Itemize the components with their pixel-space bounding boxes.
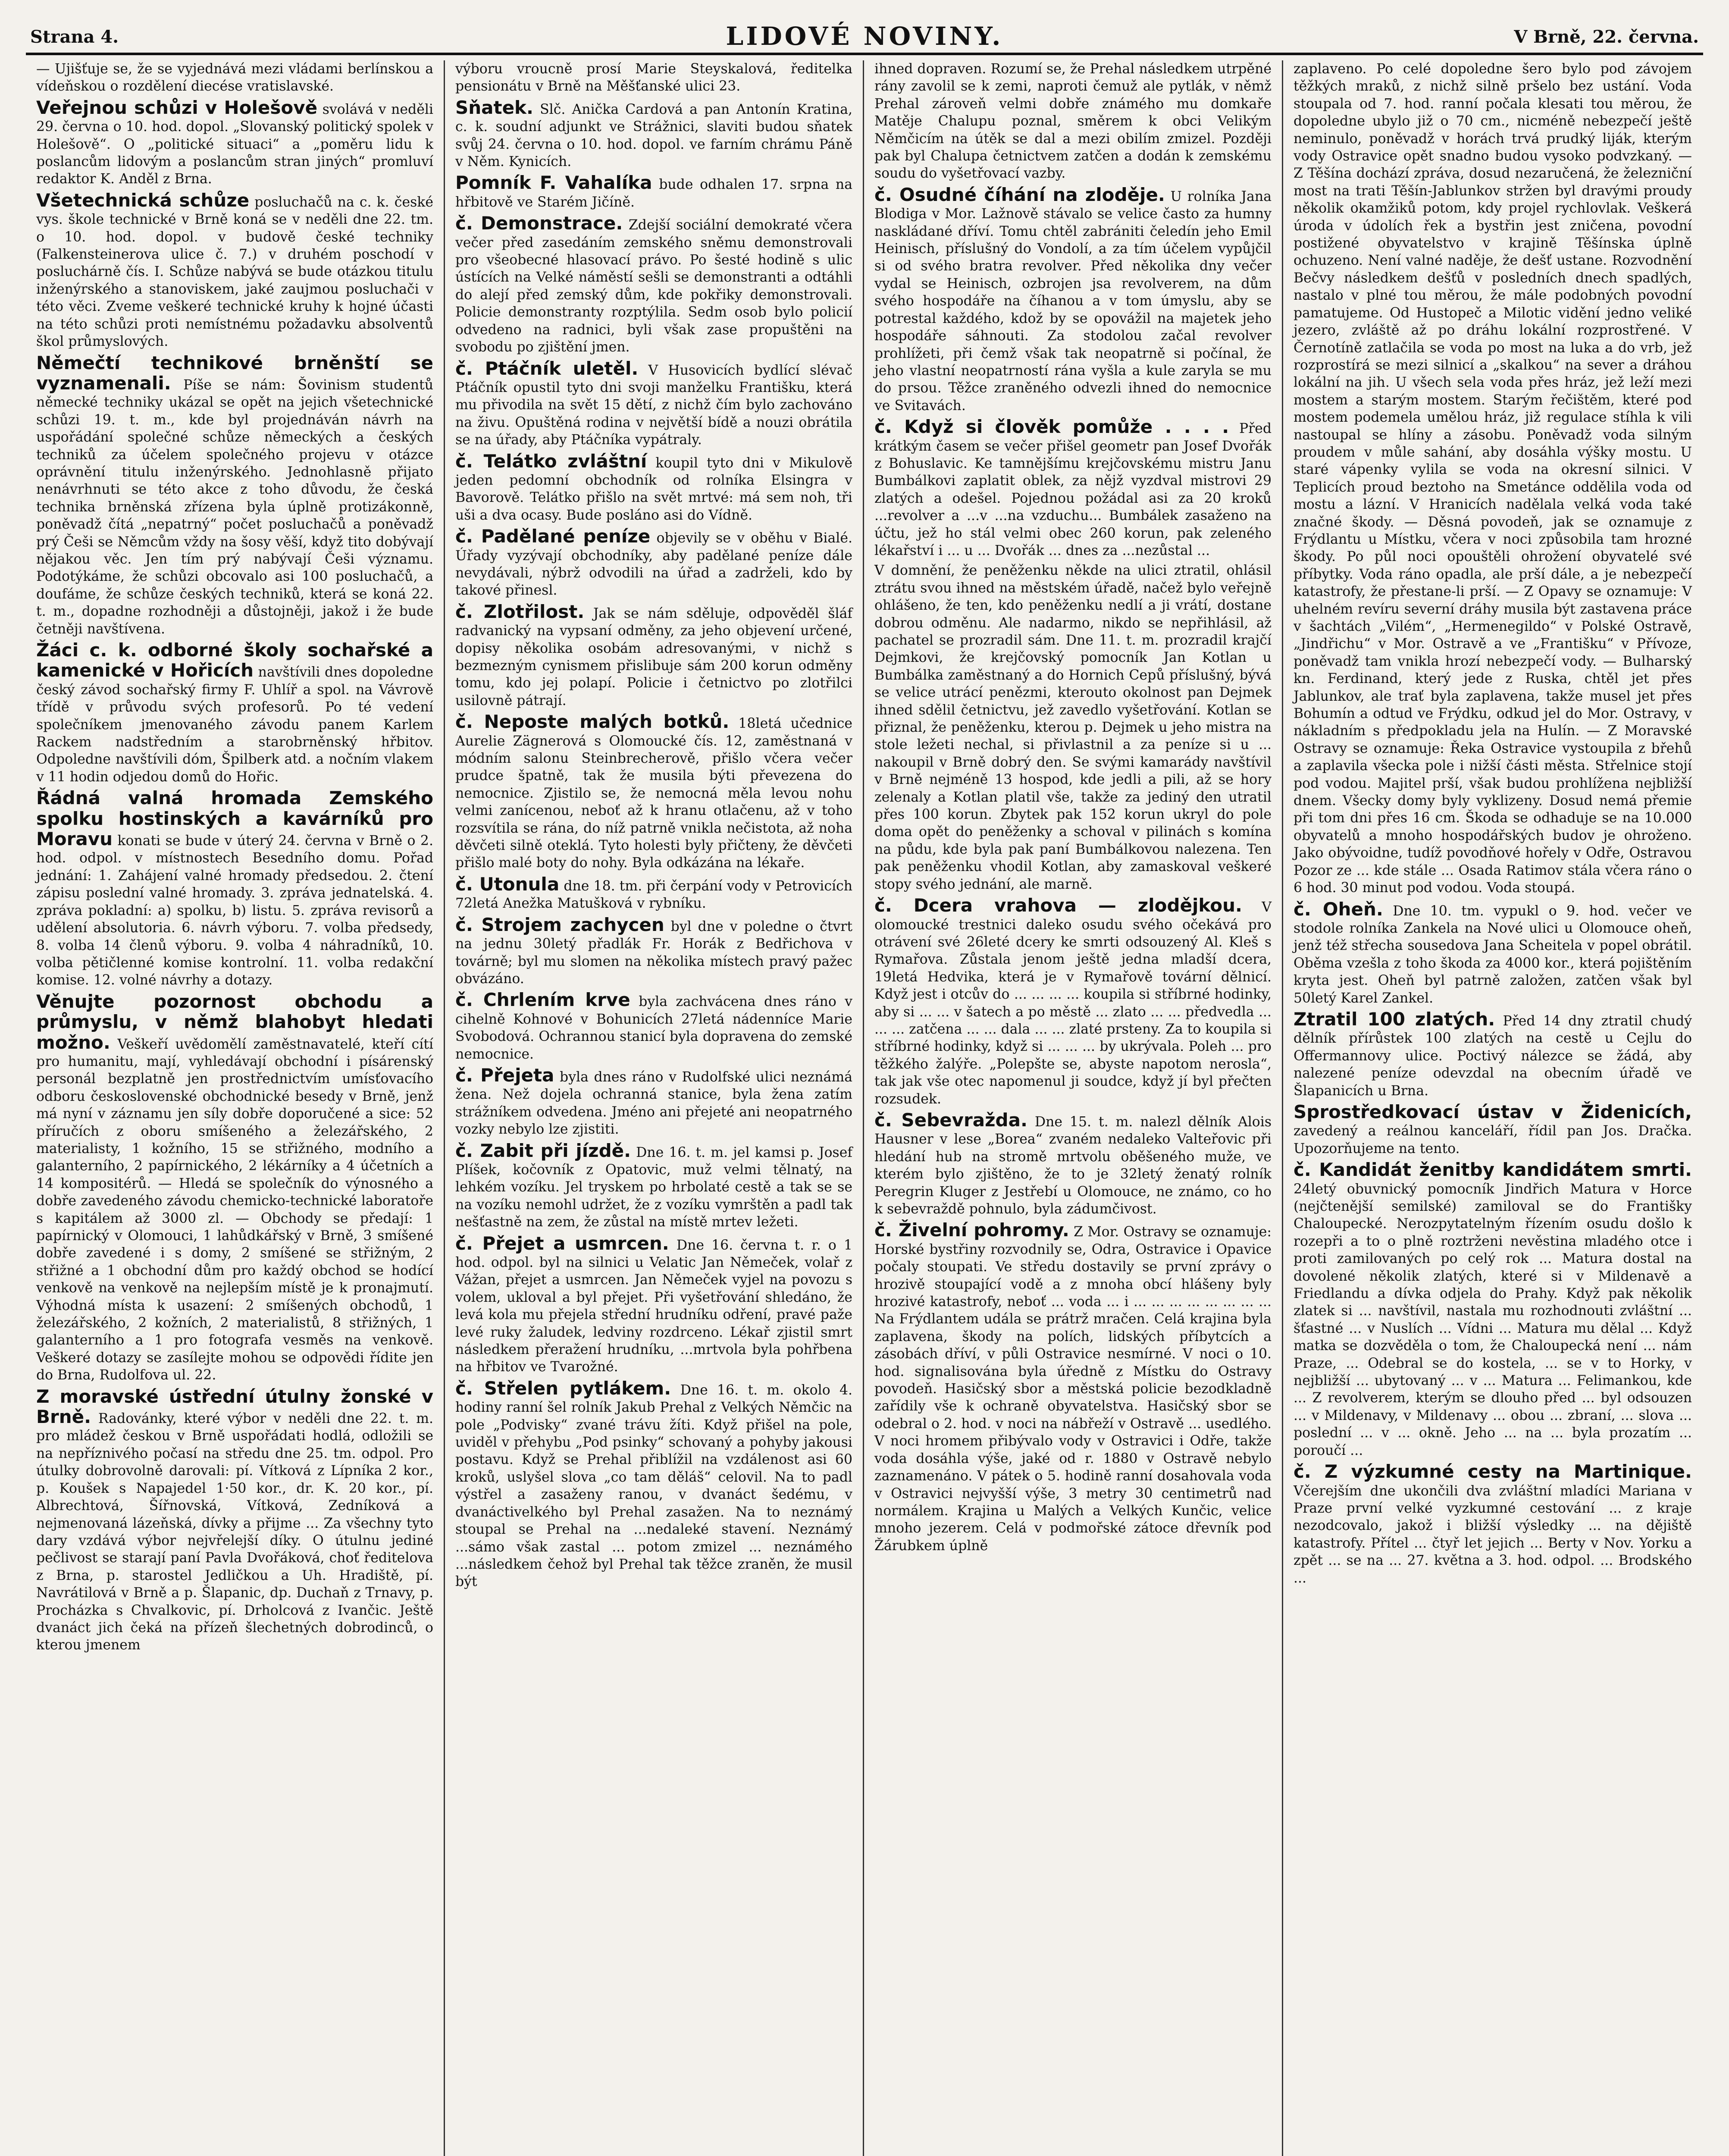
article [1294,899,1692,1007]
article-text: Dne 15. t. m. nalezl dělník Alois Hausner v lese „Borea“ zvaném nedaleko Valteřovic při hledání hub na stromě mrtvolu oběšeného muže, ve kterém bylo zjištěno, že to je 32letý ženatý rolník Peregrin Kluger z Jestřebí u Olomouce, ne známo, co ho k sebevraždě pohnulo, byla zádumčivost. [874,1114,1272,1217]
article-headline: Němečtí technikové brněnští se vyznamenali. [36,352,433,394]
article [455,1141,852,1231]
article [455,359,852,449]
article [874,562,1272,893]
article-headline: Sňatek. [455,97,533,118]
article-text: zaplaveno. Po celé dopoledne šero bylo pod závojem těžkých mraků, z nichž silně pršelo bez ustání. Voda stoupala od 7. hod. ranní počala klesati tou měrou, že dopoledne ubylo již o 70 cm., nicméně nebezpečí ještě neminulo, poněvadž v horách trvá prudký liják, kterým vody Ostravice opět snadno budou vysoko podvzkaný. — Z Těšína dochází zpráva, dosud nezaručená, že železniční most na trati Těšín-Jablunkov stržen byl dravými proudy několik okamžiků potom, kdy projel rychlovlak. Veškerá úroda v údolích řek a bystřin jest zničena, povodní postižené obyvatelstvo v krajině Těšínska úplně ochuzeno. Není valné naděje, že dešť ustane. Rozvodnění Bečvy následkem dešťů v posledních dnech spadlých, nastalo v plné tou měrou, že mále podobných povodní pamatujeme. Od Hustopeč a Milotic vidění jedno veliké jezero, zvláště až po dráhu lokální rozprostřené. V Černotíně zatlačila se voda po most na luka a do vrb, jež rozprostírá se mezi silnicí a „skalkou“ na sever a dráhou lokální na jih. U všech sela voda přes hráz, jež leží mezi mostem a starým mostem. Starým řečištěm, které pod mostem podemela umělou hráz, již regulace stíhla k vili nastoupal se hlíny a zásobu. Poněvadž voda silným proudem v můle sahání, aby dosáhla výšky mostu. U staré vápenky vylila se voda na okresní silnici. V Teplicích proud beztoho na Smetánce oddělila voda od mostu a lázní. V Hranicích nadělala velká voda také značné škody. — Děsná povodeň, jak se oznamuje z Frýdlantu u Místku, včera v noci způsobila tam hrozné škody. Po půl noci opouštěli ohrožení obyvatelé své příbytky. Voda ráno opadla, ale prší dále, a je nebezpečí katastrofy, že přestane-li prší. — Z Opavy se oznamuje: V uhelném revíru severní dráhy musila být zastavena práce v šachtách „Vilém“, „Hermenegildo“ v Polské Ostravě, „Jindřichu“ v Mor. Ostravě a ve „Františku“ v Přívoze, poněvadž tam vnikla hrozí nebezpečí vody. — Bulharský kn. Ferdinand, který jede z Ruska, chtěl jet přes Jablunkov, ale trať byla zaplavena, takže musel jet přes Bohumín a odtud ve Frýdku, odkud jel do Mor. Ostravy, v nákladním s předpokladu jela na Hulín. — Z Moravské Ostravy se oznamuje: Řeka Ostravice vystoupila z břehů a zaplavila všecka pole i nižší části města. Střelnice stojí pod vodou. Majitel prší, však budou prohlížena nejbližší dnem. Všecky domy byly vyklizeny. Dosud nemá přemie při tom dni přes 16 cm. Škoda se odhaduje se na 10.000 obyvatelů a mnoho hospodářských budov je ohroženo. Jako obývoidne, tudíž povodňové hořely v Odře, Ostravou Pozor ze ... kde stále ... Osada Ratimov stála včera ráno o 6 hod. 30 minut pod vodou. Voda stoupá. [1294,61,1692,896]
article-headline: č. Osudné číhání na zloděje. [874,184,1165,205]
article-headline: č. Strojem zachycen [455,914,664,935]
article-text: byla dnes ráno v Rudolfské ulici neznámá žena. Než dojela ochranná stanice, byla žena zatím strážníkem odvedena. Jméno ani přejeté ani neopatrného vozky nebylo lze zjistiti. [455,1069,852,1138]
article-text: svolává v neděli 29. června o 10. hod. dopol. „Slovanský politický spolek v Holešově“. O „politické situaci“ a „poměru lidu k poslancům lidovým a poslancům stran jiných“ promluví redaktor K. Anděl z Brna. [36,101,433,187]
article [455,98,852,171]
article [874,185,1272,414]
article-text: dne 18. tm. při čerpání vody v Petrovicích 72letá Anežka Matušková v rybníku. [455,878,853,912]
article-text: Dne 16. t. m. jel kamsi p. Josef Plíšek, kočovník z Opatovic, muž velmi tělnatý, na lehkém vozíku. Jel tryskem po hrbolaté cestě a tak se se na vozíku nemohl udržet, že z vozíku vymrštěn a padl tak nešťastně na zem, že zůstal na místě mrtev ležeti. [455,1144,853,1230]
article-headline: č. Neposte malých botků. [455,711,730,733]
article-text: koupil tyto dni v Mikulově jeden pedomní obchodník od rolníka Elsingra v Bavorově. Telátko přišlo na svět mrtvé: má sem noh, tři uši a dva ocasy. Bude posláno asi do Vídně. [455,455,852,523]
article [874,1220,1272,1554]
column-3 [864,60,1283,2156]
article-text: V olomoucké trestnici daleko osudu svého očekává pro otrávení své 26leté dcery ke smrti odsouzený Al. Kleš s Rymařova. Zůstala jenom ještě jedna mladší dcera, 19letá Hedvika, která je v Rymařově tovární dělnicí. Když jest i otcův do ... ... ... ... koupila si stříbrné hodinky, aby si ... ... v šatech a po městě ... zlato ... ... předvedla ... ... ... zatčena ... ... dala ... ... zlaté prsteny. Za to koupila si stříbrné hodinky, když si ... ... ... by ukrývala. Poleh ... pro těžkého žalýře. „Polepšte se, abyste napotom nerosla“, tak jak vše otec napomenul ji soudce, když jí byl přečten rozsudek. [874,899,1272,1107]
article [874,60,1272,182]
article-text: Před 14 dny ztratil chudý dělník přírůstek 100 zlatých na cestě u Cejlu do Offermannovy ulice. Poctivý nálezce se žádá, aby nalezené peníze odevzdal na obecním úřadě ve Šlapanicích u Brna. [1294,1013,1692,1099]
article [455,526,852,599]
article-text: Dne 10. tm. vypukl o 9. hod. večer ve stodole rolníka Zankela na Nové ulici u Olomouce oheň, jenž též střecha sousedova Jana Scheitela v popel obrátil. Oběma vzešla z toho škoda za 4000 kor., která pojištěním kryta jest. Oheň byl patrně založen, zatčen však byl 50letý Karel Zankel. [1294,903,1692,1006]
article-text: Radovánky, které výbor v neděli dne 22. t. m. pro mládež českou v Brně uspořádati hodlá, odložili se na nepříznivého počasí na středu dne 25. tm. odpol. Pro útulky dobrovolně darovali: pí. Vítková z Lípníka 2 kor., p. Koušek s Napajedel 1·50 kor., dr. K. 20 kor., pí. Albrechtová, Šířnovská, Vítková, Zedníková a nejmenovaná lázeňská, dívky a přijme ... Za všechny tyto dary vzdává výbor nejvřelejší díky. O útulnu jediné pečlivost se starají paní Pavla Dvořáková, choť ředitelova z Brna, p. starostel Jedličkou a Uh. Hradiště, pí. Navrátilová v Brně a p. Šlapanic, dp. Duchaň z Trnavy, p. Procházka s Chvalkovic, pí. Drholcová z Ivančic. Ještě dvanáct jich čeká na přízeň šlechetných dobrodinců, o kterou jmenem [36,1411,433,1653]
article [455,213,852,356]
columns [26,60,1703,2156]
article-text: Zdejší sociální demokraté včera večer před zasedáním zemského sněmu demonstrovali pro všeobecné hlasovací právo. Po šesté hodině s ulic ústících na Velké náměstí sešli se demonstranti a odtáhli do alejí před zemský dům, kde pokřiky demonstrovali. Policie demonstranty rozptýlila. Sedm osob bylo policií odvedeno na radnici, byli však zase propuštěni na svobodu po zjištění jmen. [455,217,852,355]
article-text: Jak se nám sděluje, odpověděl šláf radvanický na vypsaní odměny, za jeho objevení určené, dopisy několika osobám adresovanými, v nichž s bezmezným cynismem přislibuje sám 200 korun odměny tomu, kdo jej polapí. Policie i četnictvo po zlotřilci usilovně pátrají. [455,605,853,708]
article [455,60,852,95]
article [874,896,1272,1108]
article-headline: č. Chrlením krve [455,989,630,1011]
masthead [26,17,1703,55]
article-text: Z Mor. Ostravy se oznamuje: Horské bystřiny rozvodnily se, Odra, Ostravice i Opavice počaly stoupati. Ve středu dostavily se první zprávy o hrozivě stoupající vodě a z mnoha obcí hlášeny byly hrozivé katastrofy, neboť ... voda ... i ... ... ... ... ... ... ... ... Na Frýdlantem udála se prátrž mračen. Celá krajina byla zaplavena, škody na polích, lidských příbytcích a zásobách dříví, v půli Ostravice nesmírné. V noci o 10. hod. signalisována byla úředně z Místku do Ostravy povodeň. Hasičský sbor a městská policie bezodkladně zařídily vše k ochraně obyvatelstva. Hasičský sbor se odebral o 2. hod. v noci na nábřeží v Ostravě ... usedlého. V noci hromem přibývalo vody v Ostravici i Odře, takže voda dosáhla výše, jaké od r. 1880 v Ostravě nebylo zaznamenáno. V pátek o 5. hodině ranní dosahovala voda v Ostravici nejvyšší výše, 3 metry 30 centimetrů nad normálem. Krajina u Malých a Velkých Kunčic, velice mnoho jezerem. Celá v podmořské zátoce dřevník pod Žárubkem úplně [874,1224,1272,1554]
article [455,1379,852,1591]
article-text: V domnění, že peněženku někde na ulici ztratil, ohlásil ztrátu svou ihned na městském úřadě, načež bylo veřejně ohlášeno, že ten, kdo peněženku nedlí a ji vrátí, dostane dobrou odměnu. Ale nadarmo, nikdo se nepřihlásil, až pachatel se prozradil sám. Dne 11. t. m. prozradil krajčí Dejmkovi, že krejčovský pomocník Jan Kotlan u Bumbálka zaměstnaný a do Hornich Cepů příslušný, bývá se velice utrácí penězmi, kterouto okolnost pan Dejmek ihned sdělil četnictvu, jež zavedlo vyšetřování. Kotlan se přiznal, že peněženku, kterou p. Dejmek u jeho mistra na stole ležeti nechal, si přivlastnil a za peníze si u ... nakoupil v Brně dobrý den. Se svými kamarády navštívil v Brně nejméně 13 hospod, kde jedli a pili, až se hory zelenaly a Kotlan platil vše, takže za jediný den utratil přes 100 korun. Zbytek pak 152 korun ukryl do pole doma opět do peněženky a schoval v pilinách s komína na půdu, kde byla pak paní Bumbálkovou nalezena. Ten pak peněženku vhodil Kotlan, aby zamaskoval veškeré stopy svého jednání, ale marně. [874,563,1272,892]
article-text: Dne 16. t. m. okolo 4. hodiny ranní šel rolník Jakub Prehal z Velkých Němčic na pole „Podvisky“ zvané trávu žíti. Když přišel na pole, uviděl v přehybu „Pod psinky“ schovaný a pohyby jakousi postavu. Když se Prehal přiblížil na vzdálenost asi 60 kroků, uslyšel slova „co tam děláš“ celovil. Na to padl výstřel a zasaženy ranou, v dvanáct šedému, v dvanáctivelkého byl Prehal zasažen. Na to neznámý stoupal se Prehal na ...nedaleké stavení. Neznámý ...sámo však zastal ... potom zmizel ... neznámého ...následkem čehož byl Prehal tak těžce zraněn, že musil být [455,1382,853,1590]
article-text: byla zachvácena dnes ráno v cihelně Kohnové v Bohunicích 27letá nádenníce Marie Svobodová. Ochrannou stanicí byla dopravena do zemské nemocnice. [455,994,853,1062]
article [455,915,852,988]
article-text: Dne 16. června t. r. o 1 hod. odpol. byl na silnici u Velatic Jan Němeček, volař z Vážan, přejet a usmrcen. Jan Němeček vyjel na povozu s volem, ukloval a byl přejet. Při vyšetřování shledáno, že levá kola mu přejela střední hrudníku odření, pravé paže levé ruky žaludek, ledviny rozdrceno. Lékař zjistil smrt následkem přeražení hrudníku, ...mrtvola byla pohřbena na hřbitov ve Tvarožné. [455,1237,852,1375]
article [874,417,1272,559]
newspaper-title: LIDOVÉ NOVINY. [726,22,1003,51]
article-headline: č. Sebevražda. [874,1109,1027,1131]
column-1 [26,60,445,2156]
column-4 [1283,60,1702,2156]
article [455,874,852,912]
article [1294,1160,1692,1459]
article-headline: č. Demonstrace. [455,213,623,234]
article-headline: č. Utonula [455,873,560,895]
article-headline: Sprostředkovací ústav v Židenicích, [1294,1101,1692,1122]
article [455,990,852,1063]
article [455,1065,852,1138]
article [874,1110,1272,1218]
article-headline: Veřejnou schůzi v Holešově [36,97,318,118]
article-headline: č. Dcera vrahova — zlodějkou. [874,895,1242,916]
article [1294,1462,1692,1587]
article-text: byl dne v poledne o čtvrt na jednu 30letý přadlák Fr. Horák z Bedřichova v továrně; byl mu slomen na několika místech pravý pažec obvázáno. [455,918,852,987]
article-text: Včerejším dne ukončili dva zvláštní mladíci Mariana v Praze první velké vyzkumné cestování ... z kraje nezodcovalo, jakož i bližší výsledky ... na dějiště katastrofy. Přítel ... čtyř let jejich ... Berty v Nov. Yorku a zpět ... se na ... 27. května a 3. hod. odpol. ... Brodského ... [1294,1483,1692,1586]
article [1294,1009,1692,1100]
article-headline: č. Ptáčník uletěl. [455,357,639,379]
article-text: objevily se v oběhu v Bialé. Úřady vyzývají obchodníky, aby padělané peníze dále nevydávali, nýbrž odvodili na úřad a zadrželi, kdo by takové přinesl. [455,530,852,599]
article-text: navštívili dnes dopoledne český závod sochařský firmy F. Uhlíř a spol. na Vávrově třídě v průvodu svých profesorů. Po té vedení společníkem jmenovaného závodu panem Karlem Rackem nadstředním a starobrněnský hřbitov. Odpoledne navštívili dóm, Špilberk atd. a nočním vlakem v 11 hodin odjedou domů do Hořic. [36,664,433,785]
article [36,788,433,989]
article-text: 24letý obuvnický pomocník Jindřich Matura v Horce (nejčtenější semilské) zamiloval se do Františky Chaloupecké. Nerozpytatelným řízením osudu došlo k rozepři a to o plně roztrženi nevěstina mladého otce i proti zamilovaných po celý rok ... Matura dostal na dovolené několik zlatých, které si v Mildenavě a Friedlandu a dívka odjela do Prahy. Když pak několik zlatek si ... navštívil, nastala mu rozhodnouti zvláštní ... šťastné ... v Nuslích ... Vídni ... Matura mu dělal ... Když matka se dozvěděla o tom, že Chaloupecká není ... nám Praze, ... Odebral se do kostela, ... se v to Horky, v nejbližší ... ubytovaný ... v ... Matura ... Felimankou, kde ... Z revolverem, kterým se dlouho před ... byl odsouzen ... v Mildenavy, v Mildenavy ... obou ... zbraní, ... slova ... poslední ... v ... okně. Jeho ... na ... byla prozatím ... poroučí ... [1294,1181,1692,1458]
article-headline: č. Oheň. [1294,898,1383,920]
article-headline: Pomník F. Vahalíka [455,172,652,194]
newspaper-page [26,17,1703,2156]
article-headline: Všetechnická schůze [36,189,250,211]
page-number: Strana 4. [30,27,119,47]
article-headline: č. Když si člověk pomůže . . . . [874,416,1229,438]
article-headline: č. Živelní pohromy. [874,1219,1069,1241]
article-headline: Z moravské ústřední útulny žonské v Brně. [36,1385,433,1428]
article [36,640,433,786]
article-text: výboru vroucně prosí Marie Steyskalová, ředitelka pensionátu v Brně na Měšťanské ulici 23. [455,61,852,94]
article [36,191,433,351]
article [455,712,852,872]
article [36,98,433,188]
article-headline: č. Přejeta [455,1064,554,1086]
article [1294,60,1692,897]
article-text: konati se bude v úterý 24. června v Brně o 2. hod. odpol. v místnostech Besedního domu. Pořad jednání: 1. Zahájení valné hromady předsedou. 2. čtení zápisu poslední valné hromady. 3. zpráva jednatelská. 4. zpráva pokladní: a) spolku, b) listu. 5. zpráva revisorů a udělení absolutoria. 6. návrh výboru. 7. volba předsedy, 8. volba 14 členů výboru. 9. volba 4 náhradníků, 10. volba pětičlenné komise kontrolní. 11. volba redakční komise. 12. volné návrhy a dotazy. [36,833,433,988]
article-headline: Žáci c. k. odborné školy sochařské a kamenické v Hořicích [36,639,433,681]
article-headline: č. Zabit při jízdě. [455,1140,631,1161]
article-headline: č. Střelen pytlákem. [455,1377,671,1399]
article [36,353,433,638]
article [455,173,852,211]
article-headline: Věnujte pozornost obchodu a průmyslu, v němž blahobyt hledati možno. [36,990,433,1053]
article-text: posluchačů na c. k. české vys. škole technické v Brně koná se v neděli dne 22. tm. o 10. hod. dopol. v budově české techniky (Falkensteinerova ulice č. 7.) v druhém poschodí v posluchárně čís. I. Schůze nabývá se bude otázkou titulu inženýrského a stanoviskem, jaké zaujmou posluchači v této věci. Zveme veškeré technické kruhy k hojné účasti na této schůzi proti nemístnému požadavku absolventů škol průmyslových. [36,194,433,350]
article-headline: Řádná valná hromada Zemského spolku hostinských a kavárníků pro Moravu [36,787,433,850]
article-headline: č. Přejet a usmrcen. [455,1232,669,1254]
article-headline: č. Zlotřilost. [455,601,585,622]
article [36,60,433,95]
issue-date: V Brně, 22. června. [1514,27,1699,47]
article-headline: č. Z výzkumné cesty na Martinique. [1294,1461,1692,1482]
article [455,451,852,524]
article-text: U rolníka Jana Blodiga v Mor. Lažnově stávalo se velice často za humny naskládané dříví. Tomu chtěl zabrániti čeledín jeho Emil Heinisch, příslušný do Vondolí, a za tím účelem vypůjčil si od svého bratra revolver. Před několika dny večer vydal se Heinisch, ozbrojen jsa revolverem, na dům svého hospodáře na číhanou a v tom úmyslu, aby se potrestal každého, kdož by se opovážil na majetek jeho hospodáře sáhnouti. Za stodolou začal revolver prohlížeti, při čemž však tak neopatrně si počínal, že jeho vlastní neopatrností rána vyšla a kule zaryla se mu do prsou. Těžce zraněného odvezli ihned do nemocnice ve Svitavách. [874,188,1272,414]
article-headline: č. Kandidát ženitby kandidátem smrti. [1294,1159,1692,1181]
article [455,1234,852,1376]
article-text: ihned dopraven. Rozumí se, že Prehal následkem utrpěné rány zavolil se k zemi, naproti čemuž ale pytlák, v němž Prehal zároveň velmi dobře známého mu domkaře Matěje Chalupu poznal, směrem k obci Velikým Němčicím na útěk se dal a mezi obilím zmizel. Později pak byl Chalupa četnictvem zatčen a dodán k zemskému soudu do vyšetřovací vazby. [874,61,1272,182]
article-text: zavedený a reálnou kanceláří, řídil pan Jos. Dračka. Upozorňujeme na tento. [1294,1123,1692,1156]
article-text: Před krátkým časem se večer přišel geometr pan Josef Dvořák z Bohuslavic. Ke tamnějšímu krejčovskému mistru Janu Bumbálkovi zaplatit oblek, za nějž vyzdval mistrovi 29 zlatých a odešel. Pojednou požádal asi za 20 kroků ...revolver a ...v ...na vzduchu... Bumbálek zasaženo na účtu, jež ho stál velmi obec 260 korun, pak zeleného lékařství i ... u ... Dvořák ... dnes za ...nezůstal ... [874,421,1272,558]
article-text: 18letá učednice Aurelie Zägnerová s Olomoucké čís. 12, zaměstnaná v módním salonu Steinbrecherově, přišlo včera večer prudce špatně, tak že musila býti převezena do nemocnice. Zjistilo se, že nemocná měla levou nohu velmi zanícenou, neboť až k hranu otlačenu, až v toho rozsvítila se rána, do níž patrně vnikla nečistota, až noha děvčeti silně oteklá. Tyto holesti byly přičteny, že děvčeti přišlo malé boty do nohy. Byla odkázána na lékaře. [455,716,852,871]
article-text: Veškeří uvědomělí zaměstnavatelé, kteří cítí pro humanitu, mají, vyhledávají obchodní i písárenský personál bezplatně jen prostřednictvím umísťovacího odboru československé obchodnické besedy v Brně, jenž má nyní v záznamu jen síly dobře doporučené a sice: 52 příručích z oboru smíšeného a železářského, 2 materialisty, 1 kožního, 15 se střižného, modního a galanterního, 2 papírnického, 2 lékárníky a 4 účetních a 14 kompositérů. — Hledá se společník do výnosného a dobře zavedeného závodu chemicko-technické laboratoře s kapitálem až 3000 zl. — Obchody se předají: 1 papírnický v Olomouci, 1 lahůdkářský v Brně, 3 smíšené dobře zavedené i s domy, 2 smíšené se střižným, 2 střižné a 1 obchodní dům pro každý obchod se hodící venkově na venkově na nejlepším místě je k pronajmutí. Výhodná místa k usazení: 2 smíšených obchodů, 1 železářského, 2 kožních, 2 materialistů, 8 střižných, 1 galanterního a 1 pro fotografa vesměs na venkově. Veškeré dotazy se zasílejte mohou se odpovědi řídite jen do Brna, Rudolfova ul. 22. [36,1036,434,1383]
article [455,602,852,709]
column-2 [445,60,864,2156]
article [36,1387,433,1654]
article-headline: Ztratil 100 zlatých. [1294,1008,1495,1030]
article-text: — Ujišťuje se, že se vyjednává mezi vládami berlínskou a vídeňskou o rozdělení diecése vratislavské. [36,61,433,94]
article [36,992,433,1384]
article-headline: č. Telátko zvláštní [455,450,647,472]
article-headline: č. Padělané peníze [455,526,651,547]
article-text: Píše se nám: Šovinism studentů německé techniky ukázal se opět na jejich všetechnické schůzi 19. t. m., kde byl projednáván návrh na uspořádání společné schůze německých a českých techniků za účelem společného projevu v otázce oprávnění titulu inženýrského. Jednohlasně přijato nenávrhnuti se této akce z toho důvodu, že česká technika brněnská zřízena byla úplně protizákonně, poněvadž čítá „nepatrný“ počet posluchačů a poněvadž prý Češi se Němcům vždy na šosy věší, když tito dobývají nějakou věc. Jen tím prý nabývají Češi významu. Podotýkáme, že schůzi obcovalo asi 100 posluchačů, a doufáme, že schůze českých techniků, která se koná 22. t. m., dopadne rozhodněji a důstojněji, jakož i že bude četněji navštívena. [36,377,433,637]
article-text: V Husovicích bydlící slévač Ptáčník opustil tyto dni svoji manželku Františku, která mu přivodila na svět 15 dětí, z nichž čím bylo zachováno na živu. Opuštěná rodina v největší bídě a nouzi obrátila se na úřady, aby Ptáčníka vypátraly. [455,362,852,448]
article-text: bude odhalen 17. srpna na hřbitově ve Starém Jičíně. [455,177,852,210]
article-text: Slč. Anička Cardová a pan Antonín Kratina, c. k. soudní adjunkt ve Strážnici, slaviti budou sňatek svůj 24. června o 10. hod. dopol. ve farním chrámu Páně v Něm. Kynicích. [455,101,852,170]
article [1294,1102,1692,1157]
